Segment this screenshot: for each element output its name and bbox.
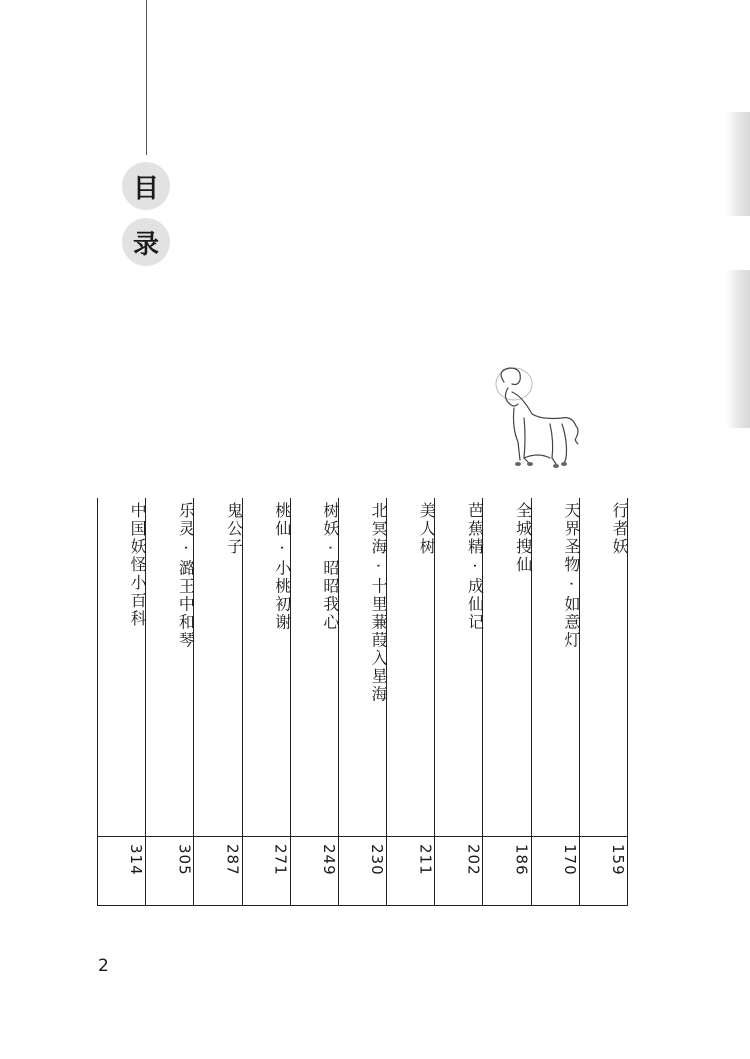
toc-entry-title: 北冥海 · 十里蒹葭入星海 — [369, 502, 389, 704]
toc-entry-title: 天界圣物 · 如意灯 — [561, 502, 581, 650]
toc-entry-page: 170 — [560, 844, 579, 876]
toc-entry-title: 鬼公子 — [224, 502, 244, 556]
page-number: 2 — [98, 956, 109, 976]
toc-entry-page: 271 — [271, 844, 290, 876]
top-decorative-line — [146, 0, 147, 155]
toc-entry-page: 186 — [512, 844, 531, 876]
toc-entry-title: 桃仙 · 小桃初谢 — [272, 502, 292, 632]
toc-entry[interactable] — [434, 498, 485, 905]
toc-entry-page: 159 — [609, 844, 627, 876]
toc-entry[interactable] — [482, 498, 533, 905]
page-edge-shadow-bottom — [726, 270, 750, 428]
toc-entry[interactable] — [98, 498, 148, 905]
toc-separator — [532, 836, 579, 837]
toc-separator — [243, 836, 290, 837]
page-edge-shadow-top — [726, 112, 750, 216]
toc-separator — [146, 836, 193, 837]
heading-char-lu: 录 — [122, 218, 170, 266]
toc-entry-title: 行者妖 — [610, 502, 629, 556]
toc-entry[interactable] — [386, 498, 437, 905]
toc-separator — [194, 836, 241, 837]
toc-entry[interactable] — [145, 498, 196, 905]
toc-entry[interactable] — [242, 498, 290, 905]
toc-entry-title: 乐灵 · 潞王中和琴 — [176, 502, 196, 650]
toc-entry[interactable] — [338, 498, 389, 905]
toc-entry-title: 中国妖怪小百科 — [128, 502, 148, 628]
toc-entry-title: 全城搜仙 — [513, 502, 533, 574]
toc-separator — [580, 836, 627, 837]
toc-entry-page: 314 — [127, 844, 146, 876]
toc-separator — [435, 836, 482, 837]
toc-entry-page: 249 — [319, 844, 338, 876]
toc-entry-page: 230 — [368, 844, 387, 876]
toc-entry-page: 202 — [464, 844, 483, 876]
toc-entry[interactable] — [290, 498, 338, 905]
toc-separator — [483, 836, 530, 837]
toc-entry-title: 美人树 — [417, 502, 437, 556]
ram-illustration — [484, 358, 584, 478]
table-of-contents — [97, 498, 628, 906]
toc-entry-page: 305 — [175, 844, 194, 876]
toc-separator — [291, 836, 338, 837]
toc-entry[interactable] — [579, 498, 627, 905]
toc-entry[interactable] — [531, 498, 579, 905]
toc-entry-page: 287 — [223, 844, 242, 876]
toc-entry[interactable] — [193, 498, 244, 905]
toc-entry-title: 树妖 · 昭昭我心 — [320, 502, 340, 632]
heading-char-mu: 目 — [122, 162, 170, 210]
toc-entry-page: 211 — [416, 844, 435, 876]
toc-separator — [387, 836, 434, 837]
toc-entry-title: 芭蕉精 · 成仙记 — [465, 502, 485, 632]
toc-separator — [98, 836, 145, 837]
toc-separator — [339, 836, 386, 837]
